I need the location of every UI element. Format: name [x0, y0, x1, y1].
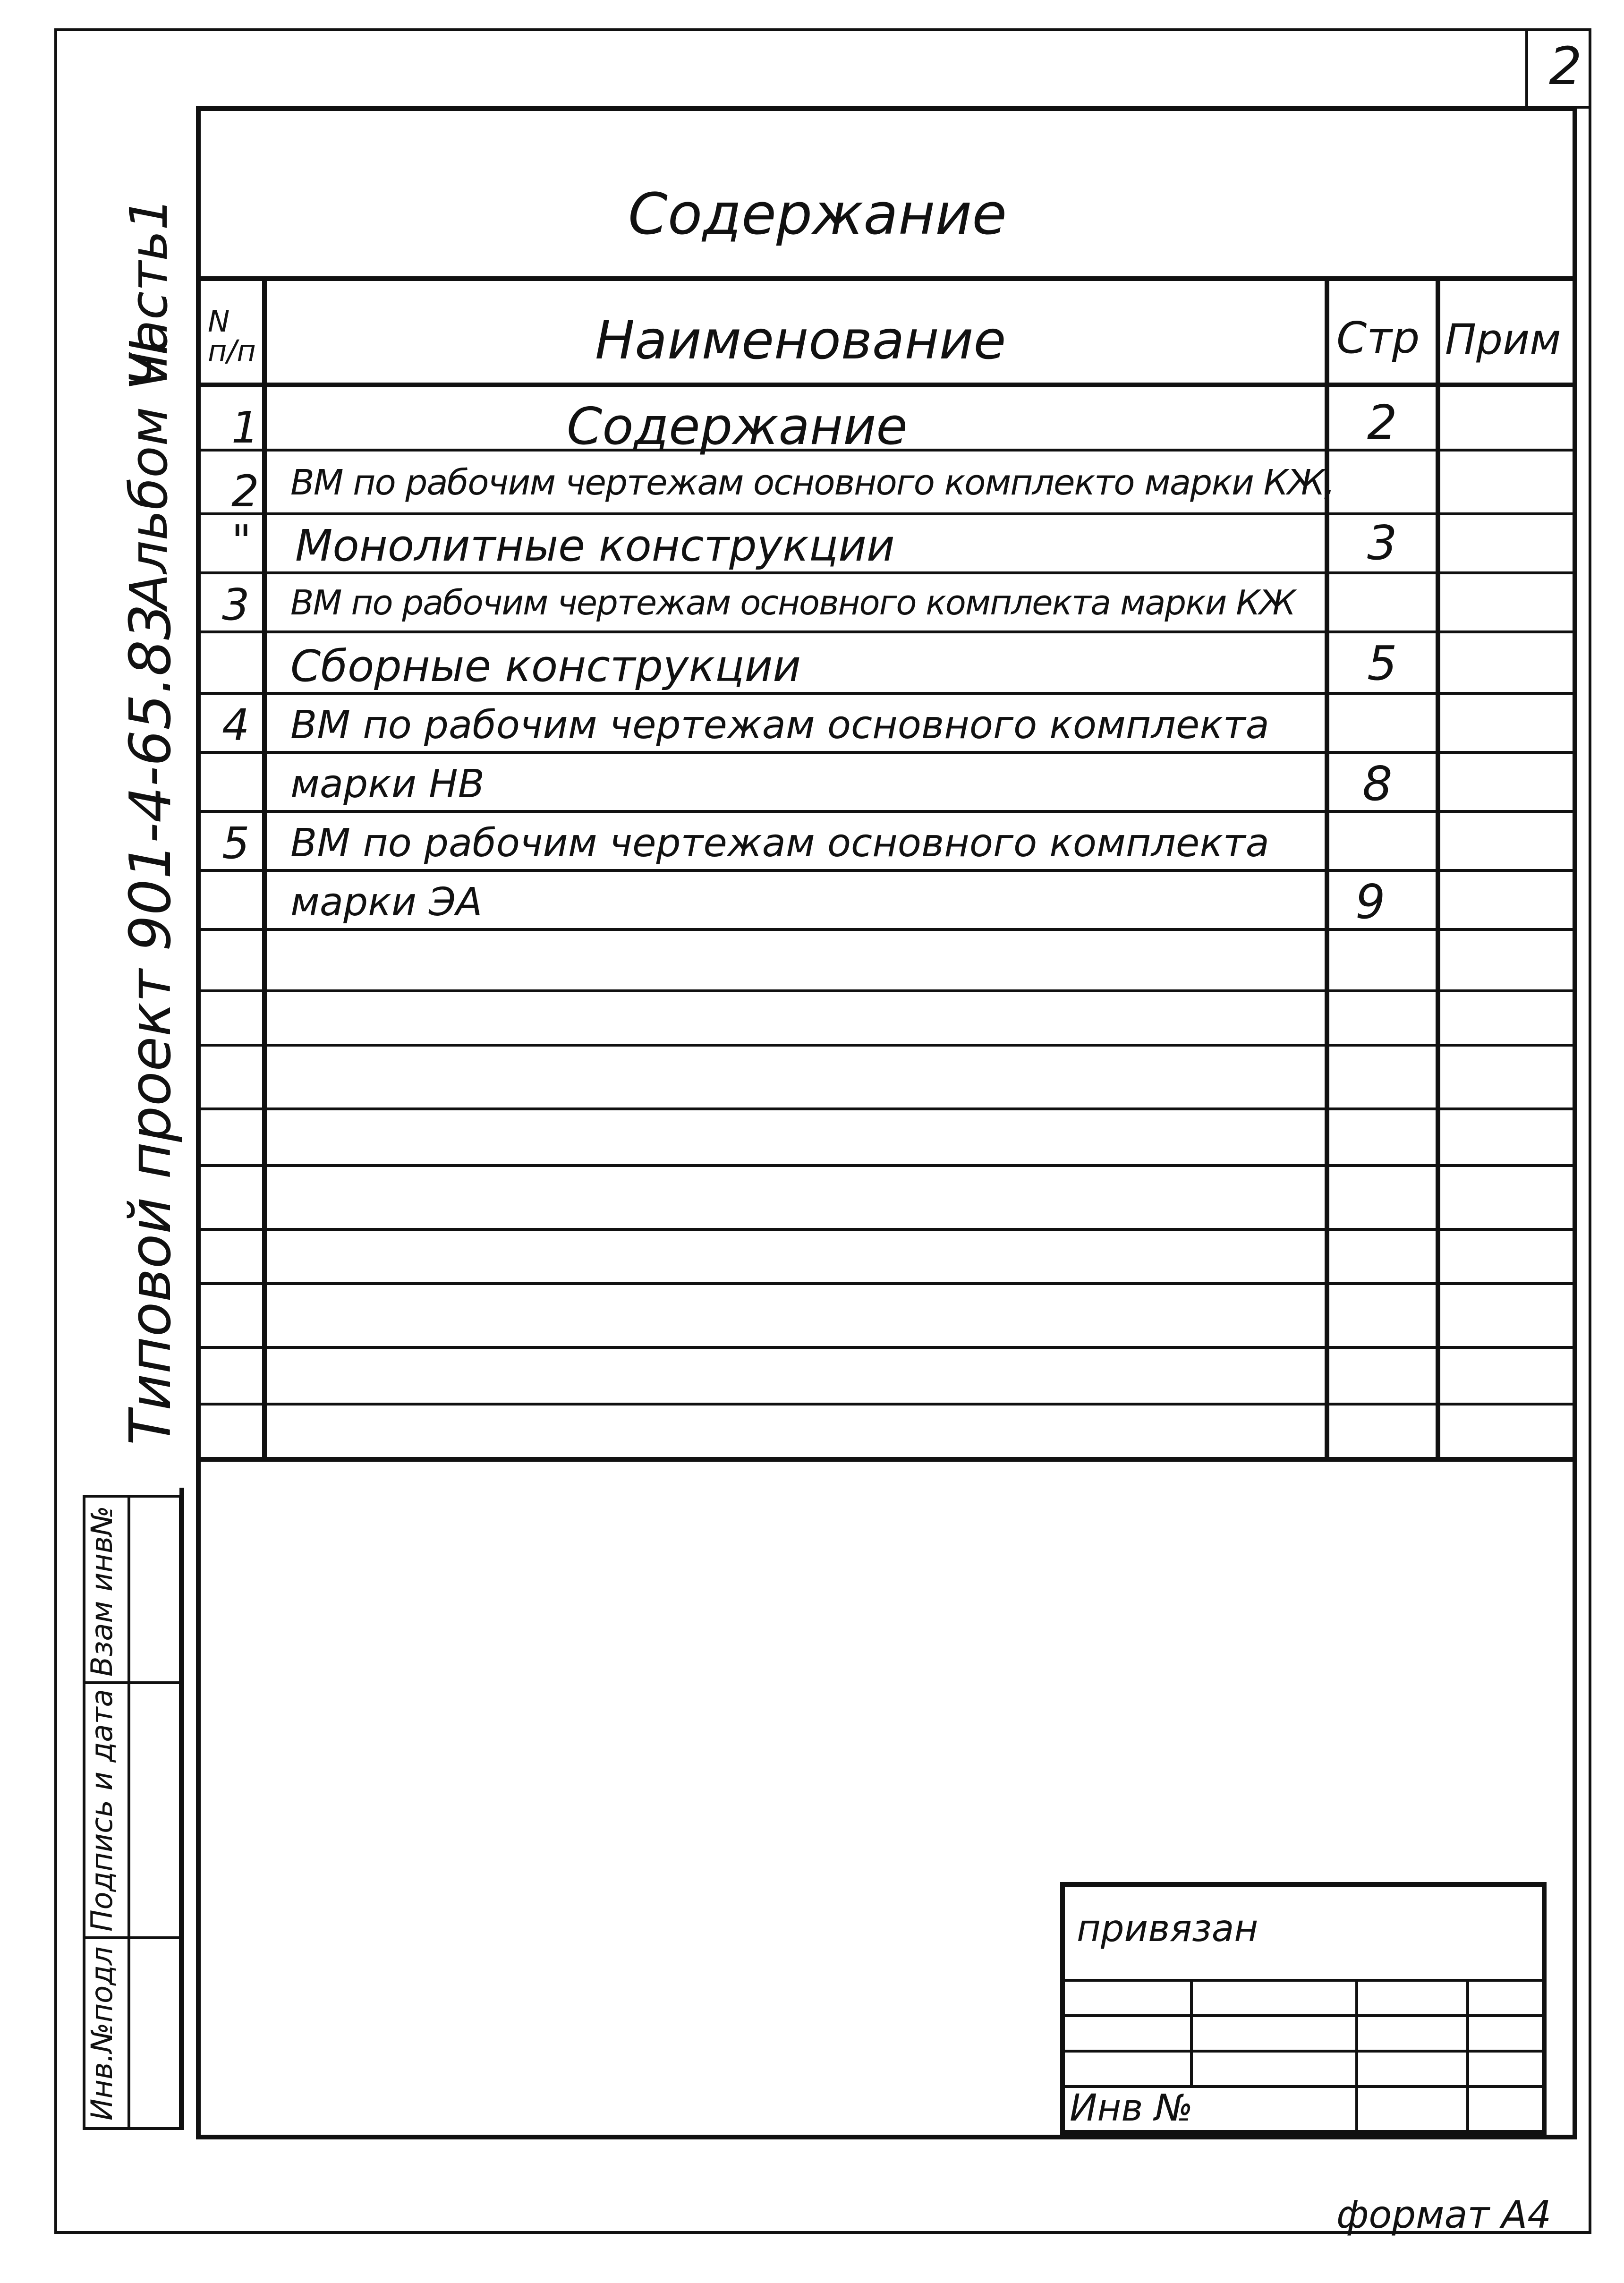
- row-1-page: 2: [1367, 395, 1397, 450]
- row-2-name: ВМ по рабочим чертежам основного комплекто марки КЖ,: [290, 462, 1335, 503]
- side-title-part: Часть1: [119, 197, 179, 387]
- table-row-line: [196, 571, 1577, 574]
- row-4-name: ВМ по рабочим чертежам основного комплекта марки КЖ: [290, 583, 1295, 622]
- stamp-line: [1060, 2050, 1547, 2053]
- side-title-project: Типовой проект 901-4-65.83: [118, 604, 184, 1445]
- row-2-num: 2: [231, 466, 259, 517]
- table-top-line: [196, 276, 1577, 281]
- header-num: N п/п: [208, 304, 256, 368]
- row-9-name: марки ЭА: [290, 880, 483, 925]
- row-9-page: 9: [1355, 874, 1386, 929]
- row-8-num: 5: [222, 818, 250, 869]
- header-page: Стр: [1336, 313, 1420, 363]
- table-row-line: [196, 1228, 1577, 1231]
- table-row-line: [196, 1403, 1577, 1406]
- table-row-line: [196, 751, 1577, 754]
- row-3-num: ": [231, 516, 252, 566]
- table-row-line: [196, 1282, 1577, 1285]
- table-col-divider-num: [262, 276, 267, 1459]
- table-row-line: [196, 1164, 1577, 1167]
- header-name: Наименование: [595, 310, 1006, 371]
- format-label: формат А4: [1336, 2193, 1552, 2237]
- row-4-num: 3: [222, 579, 250, 630]
- row-3-name: Монолитные конструкции: [295, 520, 895, 571]
- side-title-album: Альбом VI: [119, 339, 179, 609]
- page-number: 2: [1549, 36, 1582, 96]
- stamp-col: [1190, 1979, 1193, 2085]
- table-row-line: [196, 869, 1577, 872]
- stamp-col: [1466, 1979, 1469, 2135]
- stamp-inv-no: Инв №: [1070, 2087, 1193, 2130]
- row-5-name: Сборные конструкции: [290, 641, 801, 691]
- stamp-col: [1355, 1979, 1358, 2135]
- row-1-name: Содержание: [567, 397, 908, 456]
- table-row-line: [196, 989, 1577, 992]
- row-7-page: 8: [1362, 756, 1393, 811]
- stamp-line: [1060, 1979, 1547, 1982]
- stamp-privyazan: привязан: [1077, 1908, 1258, 1950]
- row-1-num: 1: [231, 402, 259, 453]
- table-row-line: [196, 1044, 1577, 1047]
- row-3-page: 3: [1367, 515, 1397, 571]
- table-row-line: [196, 1107, 1577, 1110]
- table-bottom-line: [196, 1457, 1577, 1462]
- table-row-line: [196, 692, 1577, 695]
- row-7-name: марки НВ: [290, 762, 485, 807]
- row-6-name: ВМ по рабочим чертежам основного комплекта: [290, 703, 1269, 748]
- side-stamp-divider-2: [83, 1936, 182, 1939]
- side-stamp-inv-podl: Инв.№подл: [85, 1946, 119, 2121]
- side-stamp-vzam-inv: Взам инв№: [85, 1506, 119, 1677]
- stamp-line: [1060, 2014, 1547, 2017]
- header-note: Прим: [1445, 315, 1561, 364]
- side-stamp-divider-v: [128, 1495, 130, 2130]
- table-row-line: [196, 630, 1577, 633]
- side-stamp-divider-1: [83, 1681, 182, 1684]
- table-header-bottom: [196, 383, 1577, 387]
- row-5-page: 5: [1367, 636, 1397, 691]
- contents-title: Содержание: [628, 182, 1007, 247]
- table-col-divider-page: [1325, 276, 1329, 1459]
- table-col-divider-note: [1436, 276, 1440, 1459]
- row-8-name: ВМ по рабочим чертежам основного комплекта: [290, 821, 1269, 866]
- row-6-num: 4: [222, 700, 250, 750]
- side-stamp-podpis-data: Подпись и дата: [85, 1689, 119, 1932]
- table-row-line: [196, 1346, 1577, 1349]
